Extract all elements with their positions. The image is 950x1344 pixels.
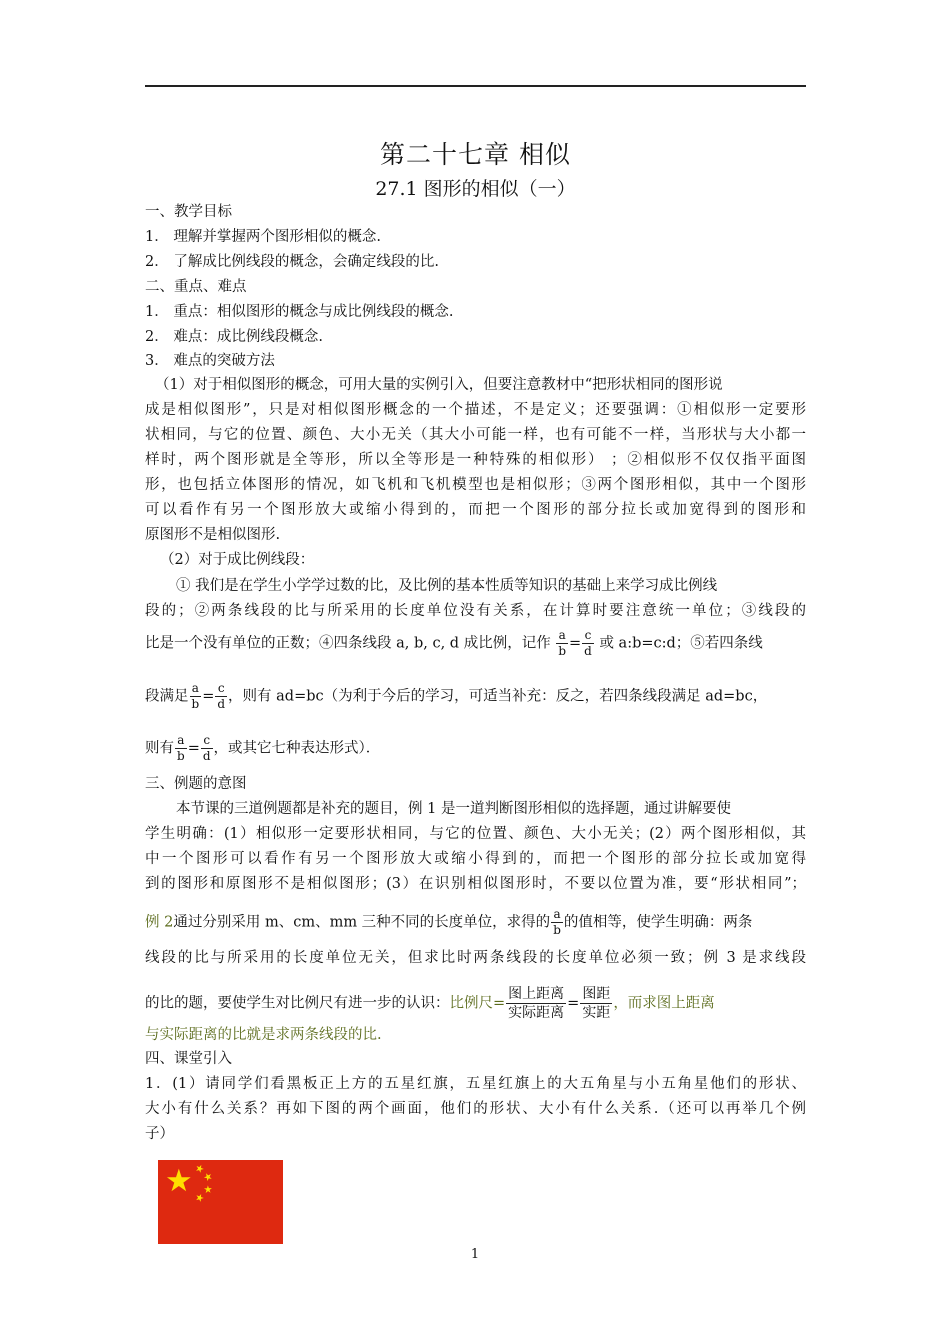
sec2-p1-line-7: 原图形不是相似图形. (145, 527, 281, 543)
denominator: 实际距离 (508, 1005, 565, 1021)
sec2-p1-line-6: 可以看作有另一个图形放大或缩小得到的，而把一个图形的部分拉长或加宽得到的图形和 (145, 502, 806, 518)
sec1-item-2: 2． 了解成比例线段的概念，会确定线段的比. (145, 254, 439, 270)
numerator: c (584, 628, 592, 642)
sec2-p2-line-2: 段的；②两条线段的比与所采用的长度单位没有关系，在计算时要注意统一单位；③线段的 (145, 603, 806, 619)
sec2-p2-line-1: ① 我们是在学生小学学过数的比，及比例的基本性质等知识的基础上来学习成比例线 (176, 578, 718, 594)
fraction-a-b (190, 681, 202, 712)
numerator: a (553, 907, 561, 921)
denominator: b (553, 923, 561, 937)
numerator: a (558, 628, 566, 642)
sec4-heading: 四、课堂引入 (145, 1051, 232, 1067)
sec2-item-3: 3． 难点的突破方法 (145, 353, 275, 369)
text: ，则有 ad=bc（为利于今后的学习，可适当补充：反之，若四条线段满足 ad=bc， (228, 688, 768, 705)
fraction-c-d (201, 733, 213, 764)
page-number: 1 (470, 1247, 480, 1262)
sec2-p1-line-3: 状相同，与它的位置、颜色、大小无关（其大小可能一样，也有可能不一样，当形状与大小都一 (145, 427, 806, 443)
numerator: a (191, 681, 199, 695)
numerator: 图上距离 (508, 986, 565, 1002)
fraction-c-d (582, 628, 594, 659)
denominator: 实距 (582, 1005, 611, 1021)
sec4-line-3: 子） (145, 1126, 174, 1142)
sec2-p2-line-5 (145, 733, 380, 764)
sec2-p1-line-4: 样时，两个图形就是全等形，所以全等形是一种特殊的相似形） ；②相似形不仅仅指平面图 (145, 452, 806, 468)
sec3-line-8: 与实际距离的比就是求两条线段的比. (145, 1027, 382, 1043)
scale-label: 比例尺= (449, 995, 506, 1012)
fraction-a-b (551, 907, 563, 938)
equals: = (187, 740, 200, 757)
text: 或 a:b=c:d；⑤若四条线 (599, 635, 763, 652)
sec1-heading: 一、教学目标 (145, 204, 232, 220)
five-star-red-flag-image (158, 1160, 283, 1244)
sec4-line-2: 大小有什么关系？再如下图的两个画面，他们的形状、大小有什么关系.（还可以再举几个例 (145, 1101, 806, 1117)
sec3-line-1: 本节课的三道例题都是补充的题目，例 1 是一道判断图形相似的选择题，通过讲解要使 (176, 801, 731, 817)
numerator: c (217, 681, 225, 695)
sec2-heading: 二、重点、难点 (145, 279, 247, 295)
text: ，或其它七种表达形式）． (213, 740, 381, 757)
flag-stars-icon (158, 1160, 283, 1244)
fraction-a-b (175, 733, 187, 764)
sec3-line-3: 中一个图形可以看作有另一个图形放大或缩小得到的，而把一个图形的部分拉长或加宽得 (145, 851, 806, 867)
sec3-heading: 三、例题的意图 (145, 776, 247, 792)
numerator: c (203, 733, 211, 747)
fraction-a-b (556, 628, 568, 659)
fraction-scale-short (580, 985, 612, 1022)
equals: = (202, 688, 215, 705)
sec2-item-1: 1． 重点：相似图形的概念与成比例线段的概念. (145, 304, 454, 320)
text: 的值相等，使学生明确：两条 (563, 914, 753, 931)
sec2-p1-line-5: 形，也包括立体图形的情况，如飞机和飞机模型也是相似形；③两个图形相似，其中一个图形 (145, 477, 806, 493)
denominator: b (558, 644, 566, 658)
text: 比是一个没有单位的正数；④四条线段 a, b, c, d 成比例，记作 (145, 635, 551, 652)
sec2-item-2: 2． 难点：成比例线段概念. (145, 329, 323, 345)
sec4-line-1: 1．(1）请同学们看黑板正上方的五星红旗，五星红旗上的大五角星与小五角星他们的形状、 (145, 1076, 806, 1092)
text: 段满足 (145, 688, 189, 705)
sec2-p1-line-2: 成是相似图形”，只是对相似图形概念的一个描述，不是定义；还要强调：①相似形一定要形 (145, 402, 806, 418)
text-green: ，而求图上距离 (613, 995, 715, 1012)
equals: = (567, 995, 580, 1012)
text: 通过分别采用 m、cm、mm 三种不同的长度单位，求得的 (173, 914, 551, 931)
section-title: 27.1 图形的相似（一） (375, 178, 576, 200)
text: 的比的题，要使学生对比例尺有进一步的认识： (145, 995, 450, 1012)
example-2-label: 例 2 (145, 914, 174, 931)
numerator: 图距 (582, 986, 611, 1002)
equals: = (569, 635, 582, 652)
text: 则有 (145, 740, 174, 757)
denominator: d (202, 749, 211, 763)
sec3-line-5 (145, 907, 752, 938)
sec3-line-4: 到的图形和原图形不是相似图形；(3）在识别相似图形时，不要以位置为准，要“形状相同”； (145, 876, 806, 892)
sec2-p2-heading: （2）对于成比例线段： (160, 552, 315, 568)
sec3-line-7 (145, 985, 715, 1022)
fraction-c-d (215, 681, 227, 712)
chapter-title: 第二十七章 相似 (380, 140, 571, 169)
denominator: b (191, 697, 200, 711)
sec2-p1-line-1: （1）对于相似图形的概念，可用大量的实例引入，但要注意教材中“把形状相同的图形说 (155, 377, 723, 393)
sec1-item-1: 1． 理解并掌握两个图形相似的概念. (145, 229, 381, 245)
fraction-scale (506, 985, 566, 1022)
sec2-p2-line-3 (145, 628, 763, 659)
denominator: b (177, 749, 185, 763)
sec2-p2-line-4 (145, 681, 767, 712)
sec3-line-2: 学生明确：(1）相似形一定要形状相同，与它的位置、颜色、大小无关；(2）两个图形相似，其 (145, 826, 806, 842)
header-rule (145, 85, 806, 87)
sec3-line-6: 线段的比与所采用的长度单位无关，但求比时两条线段的长度单位必须一致；例 3 是求线段 (145, 950, 806, 966)
denominator: d (217, 697, 226, 711)
denominator: d (584, 644, 592, 658)
numerator: a (177, 733, 185, 747)
